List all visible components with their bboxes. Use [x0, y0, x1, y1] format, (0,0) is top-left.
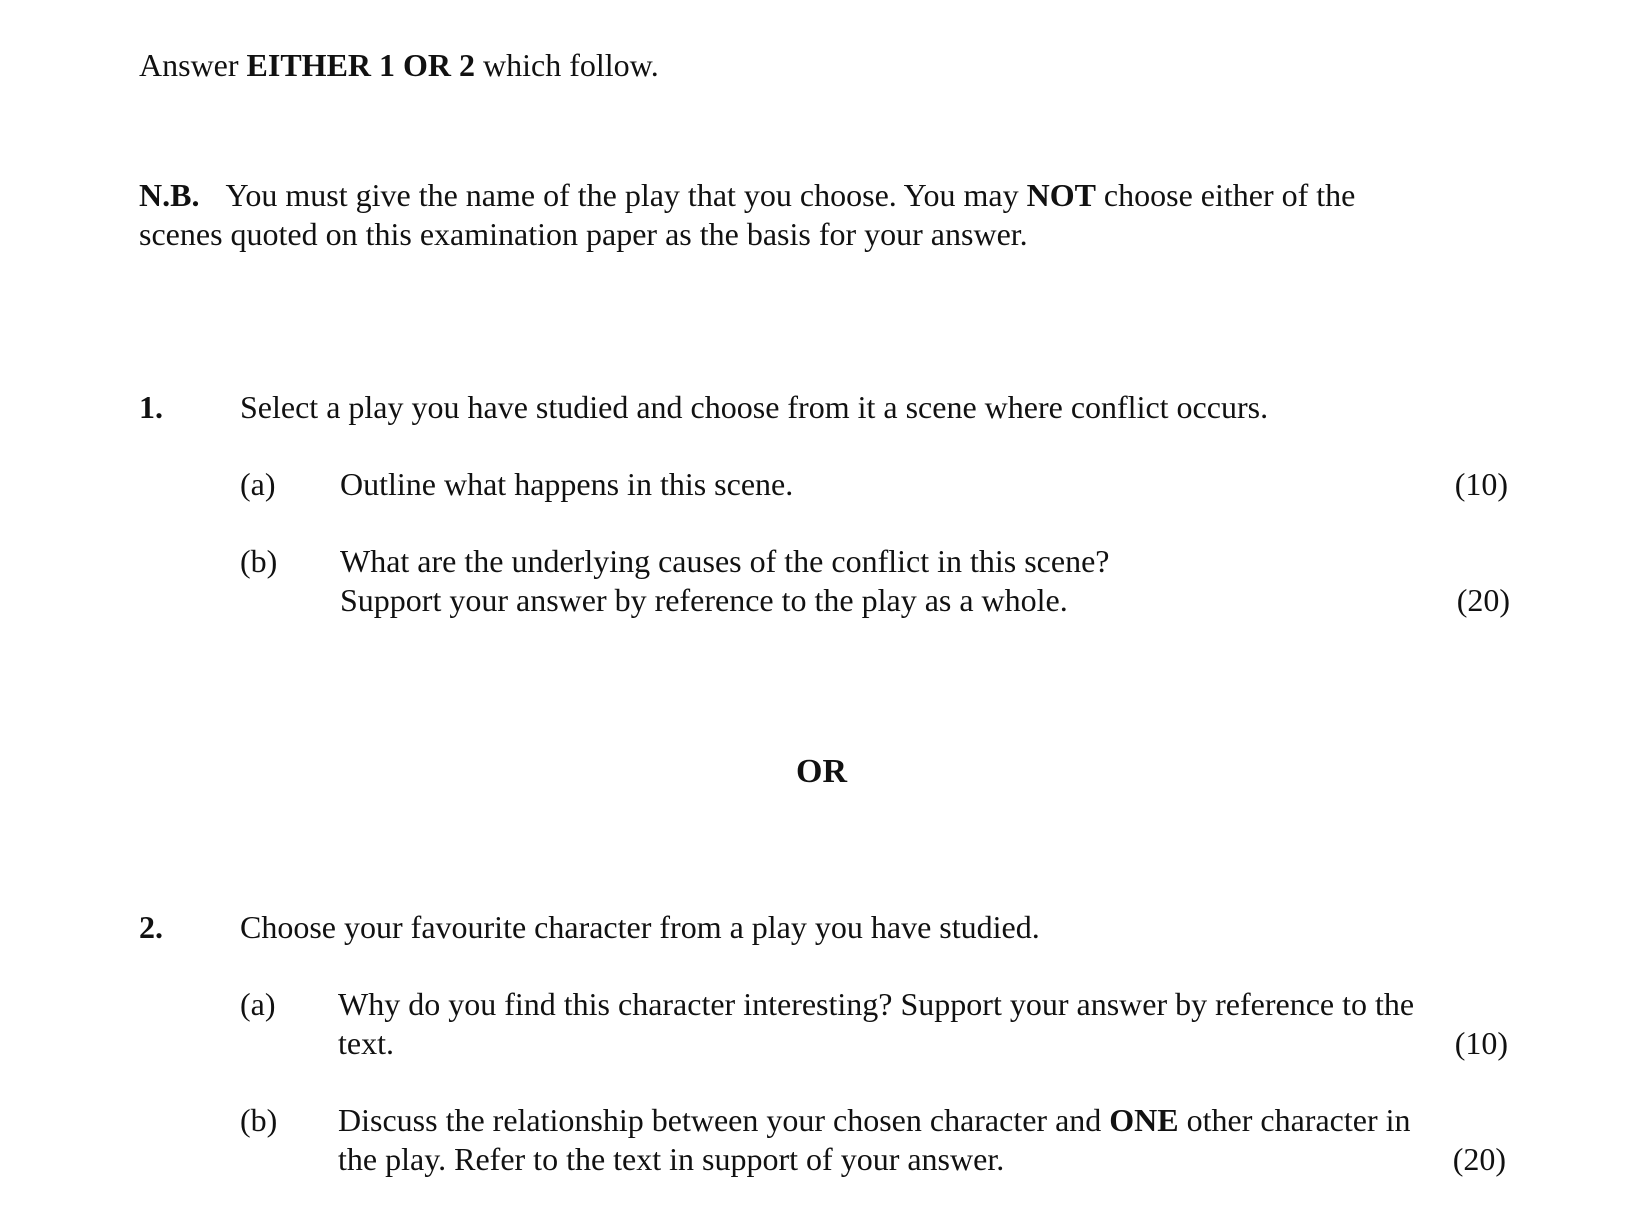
question-2b-line-2: the play. Refer to the text in support of your answer. [338, 1141, 1005, 1177]
question-1a-text: Outline what happens in this scene. [340, 466, 794, 502]
question-2b-text-a: Discuss the relationship between your chosen character and [338, 1102, 1110, 1138]
nb-line-2: scenes quoted on this examination paper as the basis for your answer. [139, 216, 1028, 252]
question-2-number: 2. [139, 909, 163, 945]
question-1-number: 1. [139, 389, 163, 425]
question-1b-line-2: Support your answer by reference to the play as a whole. [340, 582, 1068, 618]
nb-text-b: choose either of the [1095, 177, 1356, 213]
instruction-bold: EITHER 1 OR 2 [246, 47, 476, 83]
question-2a-label: (a) [240, 986, 276, 1022]
instruction-line [139, 46, 659, 85]
question-1b-marks: (20) [1456, 582, 1510, 618]
question-1-stem: Select a play you have studied and choose from it a scene where conflict occurs. [240, 389, 1269, 425]
question-2b-marks: (20) [1452, 1141, 1506, 1177]
question-2a-marks: (10) [1454, 1025, 1508, 1061]
question-1a-marks: (10) [1454, 466, 1508, 502]
question-2b-bold: ONE [1109, 1102, 1179, 1138]
nb-line-1 [139, 176, 1355, 215]
question-1b-line-1: What are the underlying causes of the conflict in this scene? [340, 543, 1110, 579]
instruction-prefix: Answer [139, 47, 247, 83]
question-2b-label: (b) [240, 1102, 278, 1138]
question-1b-label: (b) [240, 543, 278, 579]
question-2b-text-b: other character in [1178, 1102, 1411, 1138]
instruction-suffix: which follow. [475, 47, 659, 83]
question-2-stem: Choose your favourite character from a play you have studied. [240, 909, 1040, 945]
nb-bold: NOT [1026, 177, 1096, 213]
question-2a-line-2: text. [338, 1025, 394, 1061]
question-2a-line-1: Why do you find this character interesting? Support your answer by reference to the [338, 986, 1415, 1022]
or-separator: OR [796, 753, 847, 790]
question-2b-line-1 [338, 1101, 1410, 1140]
question-1a-label: (a) [240, 466, 276, 502]
nb-label: N.B. [139, 177, 200, 213]
nb-text-a: You must give the name of the play that you choose. You may [225, 177, 1027, 213]
